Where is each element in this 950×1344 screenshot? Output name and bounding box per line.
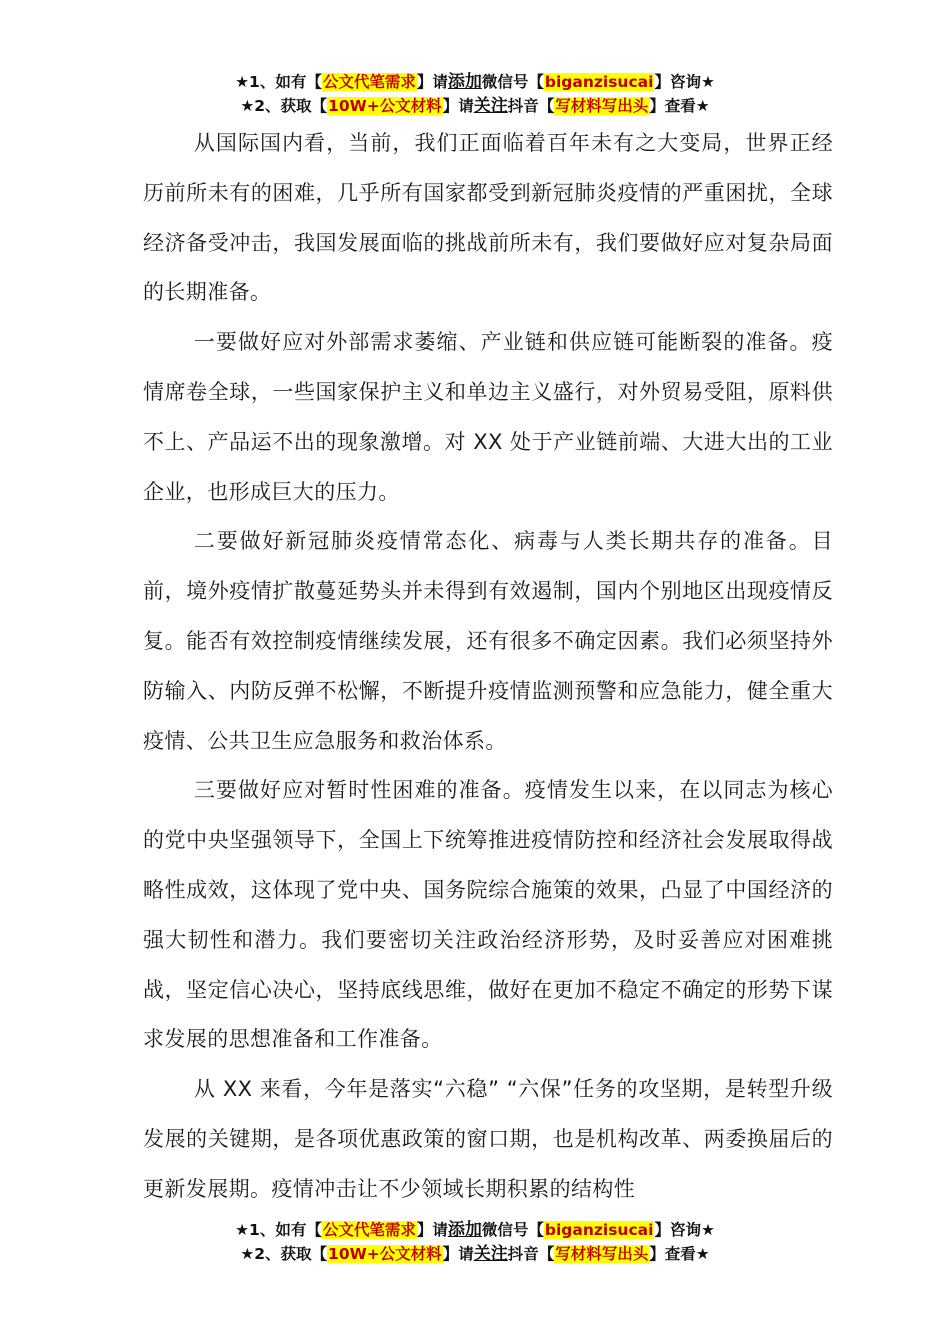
banner-text: 】咨询★ xyxy=(654,73,715,91)
banner-text: 微信号【 xyxy=(481,73,544,91)
banner-line-1 xyxy=(0,1218,950,1242)
banner-underlined: 添加 xyxy=(447,72,482,92)
banner-text: ★2、获取【 xyxy=(240,97,328,115)
banner-text: 】请 xyxy=(416,73,448,91)
banner-highlight: 10W+公文材料 xyxy=(328,97,442,115)
banner-text: ★1、如有【 xyxy=(235,1221,322,1239)
banner-line-1 xyxy=(0,70,950,94)
banner-text: 抖音【 xyxy=(507,97,555,115)
banner-text: 】请 xyxy=(416,1221,448,1239)
banner-highlight: 写材料写出头 xyxy=(555,97,649,115)
banner-text: 】请 xyxy=(442,97,474,115)
paragraph: 一要做好应对外部需求萎缩、产业链和供应链可能断裂的准备。疫情席卷全球，一些国家保护主义和单边主义盛行，对外贸易受阻，原料供不上、产品运不出的现象激增。对 XX 处于产业链前端、大进大出的工业企业，也形成巨大的压力。 xyxy=(143,330,833,504)
paragraph: 二要做好新冠肺炎疫情常态化、病毒与人类长期共存的准备。目前，境外疫情扩散蔓延势头并未得到有效遏制，国内个别地区出现疫情反复。能否有效控制疫情继续发展，还有很多不确定因素。我们必须坚持外防输入、内防反弹不松懈，不断提升疫情监测预警和应急能力，健全重大疫情、公共卫生应急服务和救治体系。 xyxy=(143,529,833,753)
banner-highlight: 公文代笔需求 xyxy=(322,1221,416,1239)
banner-highlight: 公文代笔需求 xyxy=(322,73,416,91)
banner-highlight: 10W+公文材料 xyxy=(328,1245,442,1263)
header-banner xyxy=(0,70,950,118)
banner-underlined: 添加 xyxy=(447,1220,482,1240)
footer-banner xyxy=(0,1218,950,1266)
banner-text: 】查看★ xyxy=(649,1245,710,1263)
banner-underlined: 关注 xyxy=(473,1244,508,1264)
banner-text: ★2、获取【 xyxy=(240,1245,328,1263)
banner-highlight: biganzisucai xyxy=(544,73,654,91)
banner-highlight: biganzisucai xyxy=(544,1221,654,1239)
banner-line-2 xyxy=(0,94,950,118)
banner-text: 抖音【 xyxy=(507,1245,555,1263)
banner-underlined: 关注 xyxy=(473,96,508,116)
banner-line-2 xyxy=(0,1242,950,1266)
banner-text: 】请 xyxy=(442,1245,474,1263)
banner-text: 】查看★ xyxy=(649,97,710,115)
paragraph: 从国际国内看，当前，我们正面临着百年未有之大变局，世界正经历前所未有的困难，几乎所有国家都受到新冠肺炎疫情的严重困扰，全球经济备受冲击，我国发展面临的挑战前所未有，我们要做好应对复杂局面的长期准备。 xyxy=(143,131,833,305)
banner-highlight: 写材料写出头 xyxy=(555,1245,649,1263)
paragraph: 三要做好应对暂时性困难的准备。疫情发生以来，在以同志为核心的党中央坚强领导下，全国上下统筹推进疫情防控和经济社会发展取得战略性成效，这体现了党中央、国务院综合施策的效果，凸显了中国经济的强大韧性和潜力。我们要密切关注政治经济形势，及时妥善应对困难挑战，坚定信心决心，坚持底线思维，做好在更加不稳定不确定的形势下谋求发展的思想准备和工作准备。 xyxy=(143,778,833,1052)
banner-text: ★1、如有【 xyxy=(235,73,322,91)
paragraph: 从 XX 来看，今年是落实“六稳” “六保”任务的攻坚期，是转型升级发展的关键期，是各项优惠政策的窗口期，也是机构改革、两委换届后的更新发展期。疫情冲击让不少领域长期积累的结构性 xyxy=(143,1077,833,1201)
banner-text: 】咨询★ xyxy=(654,1221,715,1239)
document-body xyxy=(143,119,833,1215)
banner-text: 微信号【 xyxy=(481,1221,544,1239)
